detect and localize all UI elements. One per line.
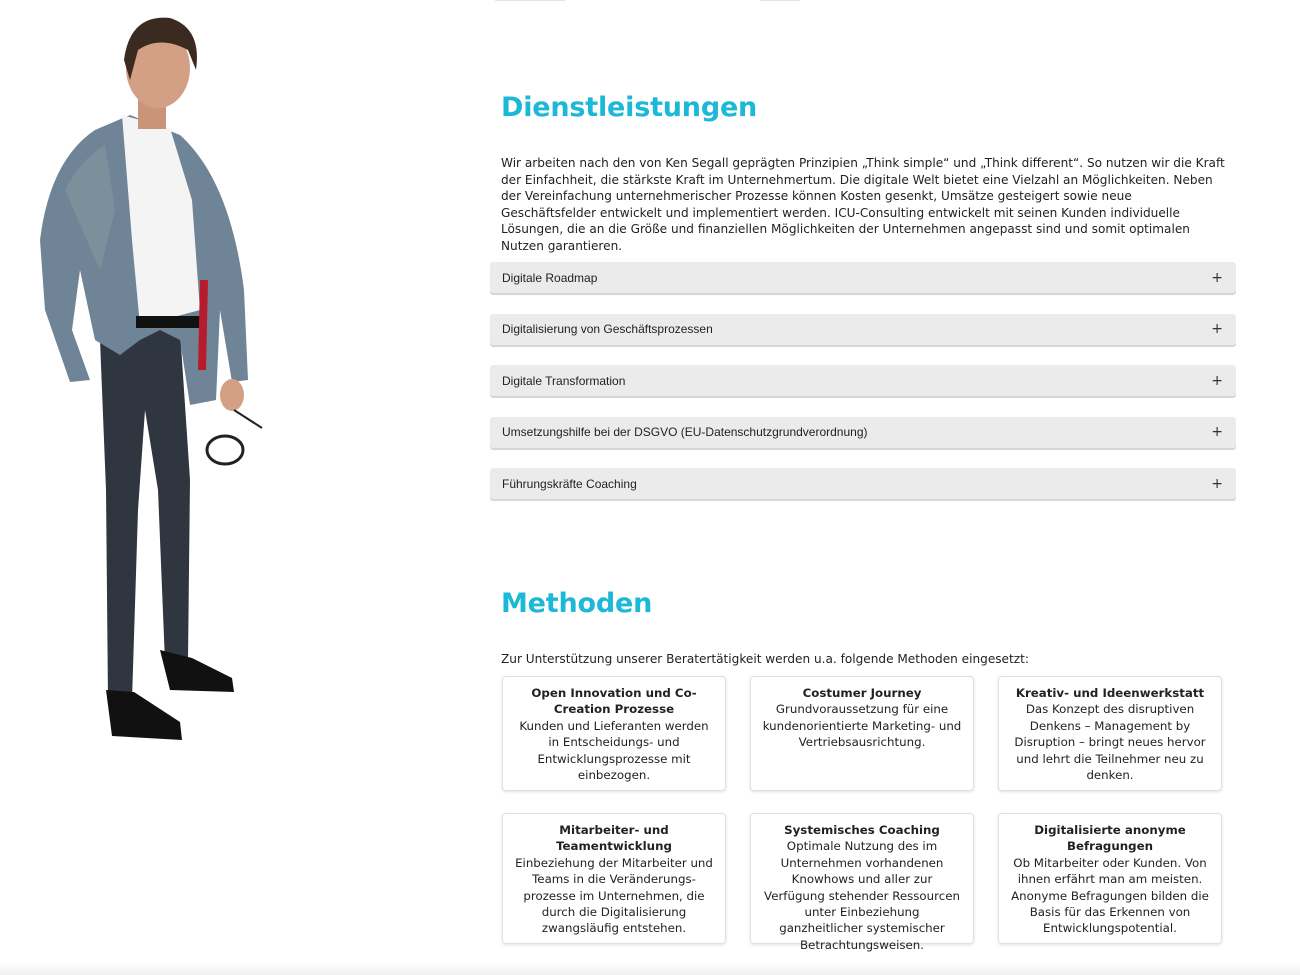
accordion-label: Digitale Roadmap [502,270,598,285]
accordion-label: Digitale Transformation [502,373,626,388]
accordion-item-fuehrungskraefte-coaching[interactable] [490,468,1236,499]
method-card [502,676,726,791]
method-card-title: Digitalisierte anonyme Befragungen [1034,823,1186,854]
accordion-label: Führungskräfte Coaching [502,476,637,491]
method-card-title: Costumer Journey [802,686,922,700]
accordion-label: Umsetzungshilfe bei der DSGVO (EU-Datenschutzgrundverordnung) [502,425,868,439]
method-card-text: Kunden und Lieferanten werden in Entscheidungs- und Entwicklungsprozesse mit einbezogen. [519,718,709,783]
accordion-item-digitale-transformation[interactable] [490,365,1236,396]
method-card [750,813,974,952]
services-accordion [490,262,1236,520]
method-card-title: Systemisches Coaching [784,823,940,837]
method-card-text: Grundvoraussetzung für eine kundenorientierte Marketing- und Vertriebsausrichtung. [762,702,962,750]
method-card [998,676,1222,791]
method-card-title: Open Innovation und Co-Creation Prozesse [531,686,697,717]
accordion-item-digitale-roadmap[interactable] [490,262,1236,293]
methods-intro: Zur Unterstützung unserer Beratertätigkeit werden u.a. folgende Methoden eingesetzt: [501,652,1029,666]
method-card [502,813,726,944]
method-card-text: Optimale Nutzung des im Unternehmen vorhandenen Knowhows und aller zur Verfügung stehender Ressourcen unter Einbeziehung ganzheitlicher systemischer Betrachtungsweisen. [764,839,960,952]
method-card-text: Einbeziehung der Mitarbeiter und Teams in die Veränderungs-prozesse im Unternehmen, die durch die Digitalisierung zwangsläufig entstehen. [515,855,713,936]
plus-icon[interactable]: + [1211,424,1223,440]
consultant-photo [20,10,280,760]
services-heading: Dienstleistungen [501,92,758,123]
method-card [998,813,1222,944]
accordion-label: Digitalisierung von Geschäftsprozessen [502,322,713,336]
plus-icon[interactable]: + [1211,321,1223,337]
services-intro: Wir arbeiten nach den von Ken Segall geprägten Prinzipien „Think simple“ und „Think different“. So nutzen wir die Kraft der Einfachheit, die stärkste Kraft im Unternehmertum. Die digitale Welt bietet eine Vielzahl an Möglichkeiten. Neben der Vereinfachung unternehmerischer Prozesse können Kosten gesenkt, Umsätze gesteigert sowie neue Geschäftsfelder entwickelt und implementiert werden. ICU-Consulting entwickelt mit seinen Kunden individuelle Lösungen, die an die Größe und finanziellen Möglichkeiten der Unternehmen angepasst sind und somit optimalen Nutzen garantieren. [501,156,1225,253]
accordion-item-digitalisierung[interactable] [490,314,1236,345]
methods-heading: Methoden [501,588,653,619]
methods-grid [502,676,1224,952]
plus-icon[interactable]: + [1211,475,1223,492]
plus-icon[interactable]: + [1211,269,1223,286]
method-card-text: Ob Mitarbeiter oder Kunden. Von ihnen erfährt man am meisten. Anonyme Befragungen bilden die Basis für das Erkennen von Entwicklungspotential. [1011,855,1209,936]
method-card-text: Das Konzept des disruptiven Denkens – Management by Disruption – bringt neues hervor und lehrt die Teilnehmer neu zu denken. [1014,702,1206,783]
method-card-title: Mitarbeiter- und Teamentwicklung [556,823,672,854]
accordion-item-dsgvo[interactable] [490,417,1236,448]
top-divider [495,0,795,2]
method-card [750,676,974,791]
method-card-title: Kreativ- und Ideenwerkstatt [1015,686,1205,700]
plus-icon[interactable]: + [1211,372,1223,389]
page-bottom-shadow [0,962,1300,975]
